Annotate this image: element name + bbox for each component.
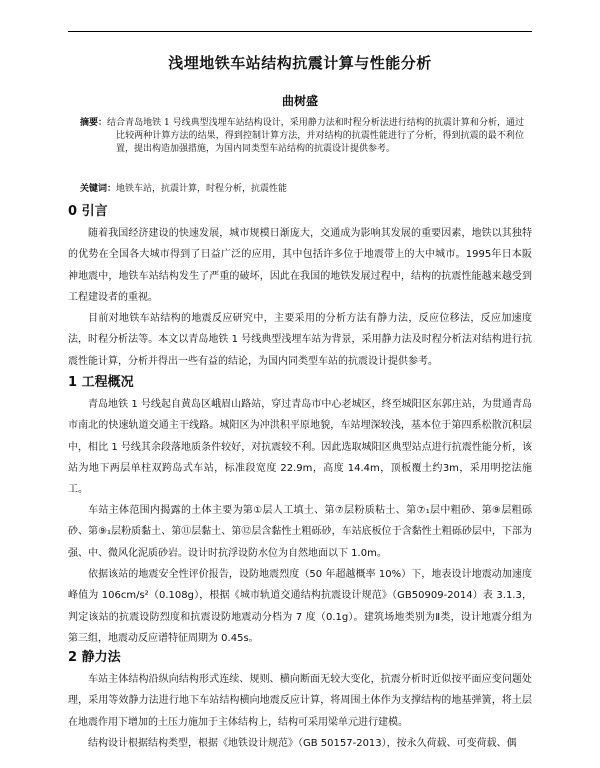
paragraph: 目前对地铁车站结构的地震反应研究中，主要采用的分析方法有静力法，反应位移法，反应加速度法，时程分析法等。本文以青岛地铁 1 号线典型浅埋车站为背景，采用静力法及时程分析法对结构进行抗震性能计算，分析并得出一些有益的结论，为国内同类型车站的抗震设计提供参考。 <box>68 313 532 367</box>
abstract-body <box>80 117 524 156</box>
paragraph: 依据该站的地震安全性评价报告，设防地震烈度（50 年超越概率 10%）下，地表设计地震动加速度峰值为 106cm/s²（0.108g），根据《城市轨道交通结构抗震设计规范》（GB50909-2014）表 3.1.3，判定该站的抗震设防烈度和抗震设防地震动分档为 7 度（0.1g）。建筑场地类别为Ⅱ类，设计地震分组为第三组，地震动反应谱特征周期为 0.45s。 <box>68 569 532 644</box>
paragraph: 车站主体范围内揭露的土体主要为第①层人工填土、第⑦层粉质粘土、第⑦₁层中粗砂、第⑨层粗砾砂、第⑨₁层粉质黏土、第⑪层黏土、第⑫层含黏性土粗砾砂，车站底板位于含黏性土粗砾砂层中，下部为强、中、微风化泥质砂岩。设计时抗浮设防水位为自然地面以下 1.0m。 <box>68 505 532 559</box>
keywords-text: 地铁车站，抗震计算，时程分析，抗震性能 <box>116 184 288 194</box>
section-heading-project-overview: 1 工程概况 <box>68 375 134 390</box>
abstract-label: 摘要： <box>80 118 108 128</box>
header-rule <box>68 31 532 32</box>
paragraph: 青岛地铁 1 号线起自黄岛区峨眉山路站，穿过青岛市中心老城区，终至城阳区东郭庄站，为贯通青岛市南北的快速轨道交通主干线路。城阳区为冲洪积平原地貌，车站埋深较浅，基本位于第四系松散沉积层中，相比 1 号线其余段落地质条件较好，对抗震较不利。因此选取城阳区典型站点进行抗震性能分析，该站为地下两层单柱双跨岛式车站，标准段宽度 22.9m，高度 14.4m，顶板覆土约3m，采用明挖法施工。 <box>68 399 532 496</box>
keywords <box>80 183 524 196</box>
paper-title: 浅埋地铁车站结构抗震计算与性能分析 <box>168 54 432 72</box>
section-heading-static-method: 2 静力法 <box>68 650 121 665</box>
section-heading-introduction: 0 引言 <box>68 204 108 219</box>
paragraph: 结构设计根据结构类型，根据《地铁设计规范》（GB 50157-2013），按永久荷载、可变荷载、偶 <box>88 738 517 749</box>
abstract-text: 结合青岛地铁 1 号线典型浅埋车站结构设计，采用静力法和时程分析法进行结构的抗震计算和分析，通过比较两种计算方法的结果，得到控制计算方法，并对结构的抗震性能进行了分析，得到抗震的最不利位置，提出构造加强措施，为国内同类型车站结构的抗震设计提供参考。 <box>107 118 524 154</box>
abstract <box>80 117 524 156</box>
paper-author: 曲树盛 <box>281 94 318 108</box>
paragraph: 车站主体结构沿纵向结构形式连续、规则、横向断面无较大变化，抗震分析时近似按平面应变问题处理，采用等效静力法进行地下车站结构横向地震反应计算，将周围土体作为支撑结构的地基弹簧，将土层在地震作用下增加的土压力施加于主体结构上，结构可采用梁单元进行建模。 <box>68 674 532 728</box>
keywords-label: 关键词： <box>80 184 117 194</box>
paragraph: 随着我国经济建设的快速发展，城市规模日渐庞大，交通成为影响其发展的重要因素，地铁以其独特的优势在全国各大城市得到了日益广泛的应用，其中包括许多位于地震带上的大中城市。1995年日本阪神地震中，地铁车站结构发生了严重的破坏，因此在我国的地铁发展过程中，结构的抗震性能越来越受到工程建设者的重视。 <box>68 228 532 303</box>
